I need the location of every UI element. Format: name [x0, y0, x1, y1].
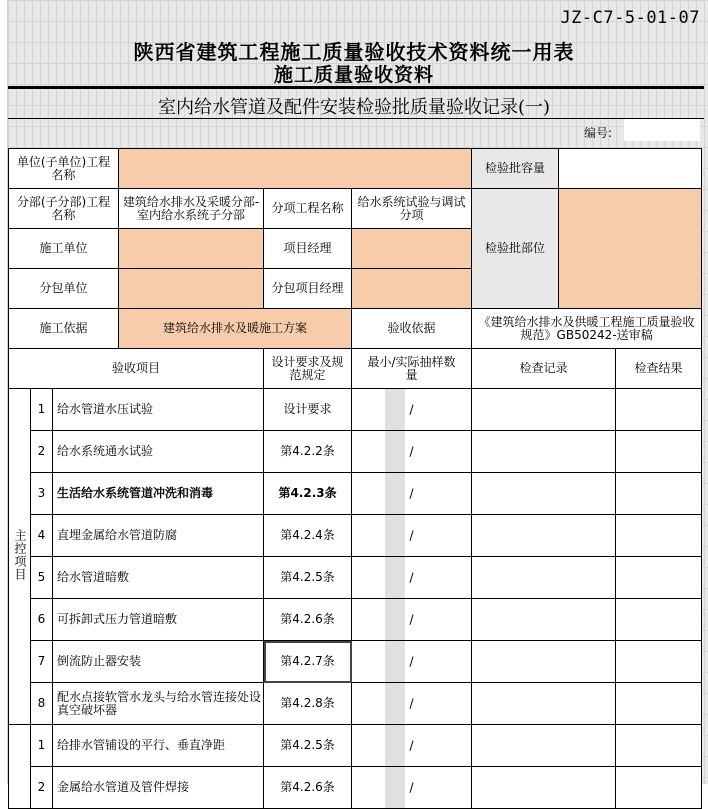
item-record-cell[interactable] — [472, 725, 616, 767]
item-sample-cell[interactable] — [352, 473, 472, 515]
subitem-name-label: 分项工程名称 — [264, 189, 352, 229]
item-result-cell[interactable] — [616, 599, 702, 641]
item-sample: / — [409, 570, 414, 584]
item-sample: / — [409, 738, 414, 752]
table-row — [9, 683, 702, 725]
subcontractor-cell[interactable] — [119, 269, 264, 309]
item-record-cell[interactable] — [472, 641, 616, 683]
item-sample-cell[interactable] — [352, 557, 472, 599]
item-result-cell[interactable] — [616, 389, 702, 431]
item-sample: / — [409, 444, 414, 458]
item-sample: / — [409, 780, 414, 794]
item-record-cell[interactable] — [472, 767, 616, 809]
item-result-cell[interactable] — [616, 725, 702, 767]
item-name: 金属给水管道及管件焊接 — [53, 767, 264, 809]
item-number: 5 — [31, 557, 53, 599]
number-label: 编号: — [584, 126, 613, 140]
item-record-cell[interactable] — [472, 431, 616, 473]
sub-project-manager-cell[interactable] — [352, 269, 472, 309]
title-rule — [8, 86, 704, 89]
col-header-design: 设计要求及规范规定 — [264, 349, 352, 389]
form-code: JZ-C7-5-01-07 — [560, 8, 700, 28]
table-row — [9, 725, 702, 767]
item-sample-cell[interactable] — [352, 767, 472, 809]
item-spec: 第4.2.6条 — [264, 767, 352, 809]
item-number: 3 — [31, 473, 53, 515]
batch-capacity-label: 检验批容量 — [472, 149, 559, 189]
subitem-name-cell[interactable]: 给水系统试验与调试分项 — [352, 189, 472, 229]
item-sample-cell[interactable] — [352, 725, 472, 767]
item-number: 4 — [31, 515, 53, 557]
item-sample: / — [409, 528, 414, 542]
item-record-cell[interactable] — [472, 515, 616, 557]
item-number: 2 — [31, 431, 53, 473]
item-sample-cell[interactable] — [352, 683, 472, 725]
table-row — [9, 641, 702, 683]
item-record-cell[interactable] — [472, 599, 616, 641]
item-record-cell[interactable] — [472, 683, 616, 725]
item-record-cell[interactable] — [472, 557, 616, 599]
item-name: 给水管道水压试验 — [53, 389, 264, 431]
table-row — [9, 473, 702, 515]
subcontractor-label: 分包单位 — [9, 269, 119, 309]
item-number: 8 — [31, 683, 53, 725]
construction-basis-label: 施工依据 — [9, 309, 119, 349]
item-sample: / — [409, 402, 414, 416]
item-spec: 第4.2.2条 — [264, 431, 352, 473]
item-spec: 第4.2.6条 — [264, 599, 352, 641]
item-spec: 第4.2.3条 — [264, 473, 352, 515]
item-spec: 第4.2.4条 — [264, 515, 352, 557]
col-header-record: 检查记录 — [472, 349, 616, 389]
item-number: 7 — [31, 641, 53, 683]
item-spec: 设计要求 — [264, 389, 352, 431]
project-manager-cell[interactable] — [352, 229, 472, 269]
item-spec[interactable]: 第4.2.7条 — [264, 641, 352, 683]
table-row — [9, 557, 702, 599]
item-result-cell[interactable] — [616, 557, 702, 599]
col-header-sample: 最小/实际抽样数量 — [352, 349, 472, 389]
col-header-item: 验收项目 — [9, 349, 264, 389]
item-sample: / — [409, 612, 414, 626]
form-subtitle: 施工质量验收资料 — [273, 64, 434, 86]
item-number: 1 — [31, 389, 53, 431]
item-sample: / — [409, 654, 414, 668]
item-result-cell[interactable] — [616, 431, 702, 473]
col-header-result: 检查结果 — [616, 349, 702, 389]
batch-capacity-cell[interactable] — [559, 149, 702, 189]
item-name: 给水系统通水试验 — [53, 431, 264, 473]
item-number: 6 — [31, 599, 53, 641]
batch-location-cell[interactable] — [559, 189, 702, 309]
item-name: 生活给水系统管道冲洗和消毒 — [53, 473, 264, 515]
item-number: 2 — [31, 767, 53, 809]
construction-basis-cell[interactable]: 建筑给水排水及暖施工方案 — [119, 309, 352, 349]
item-sample-cell[interactable] — [352, 515, 472, 557]
table-row — [9, 599, 702, 641]
contractor-label: 施工单位 — [9, 229, 119, 269]
item-result-cell[interactable] — [616, 683, 702, 725]
acceptance-basis-label: 验收依据 — [352, 309, 472, 349]
main-control-group-label: 主控项目 — [13, 529, 27, 581]
item-sample: / — [409, 486, 414, 500]
item-spec: 第4.2.8条 — [264, 683, 352, 725]
item-record-cell[interactable] — [472, 389, 616, 431]
item-result-cell[interactable] — [616, 515, 702, 557]
contractor-cell[interactable] — [119, 229, 264, 269]
general-group-cell — [9, 725, 31, 809]
item-sample-cell[interactable] — [352, 431, 472, 473]
item-spec: 第4.2.5条 — [264, 725, 352, 767]
item-sample: / — [409, 696, 414, 710]
sub-project-manager-label: 分包项目经理 — [264, 269, 352, 309]
item-name: 给水管道暗敷 — [53, 557, 264, 599]
item-result-cell[interactable] — [616, 473, 702, 515]
item-sample-cell[interactable] — [352, 389, 472, 431]
form-title: 陕西省建筑工程施工质量验收技术资料统一用表 — [133, 40, 575, 64]
item-name: 直埋金属给水管道防腐 — [53, 515, 264, 557]
table-row — [9, 389, 702, 431]
item-name: 可拆卸式压力管道暗敷 — [53, 599, 264, 641]
table-row — [9, 431, 702, 473]
acceptance-basis-cell[interactable]: 《建筑给水排水及供暖工程施工质量验收规范》GB50242-送审稿 — [472, 309, 702, 349]
number-cell[interactable] — [624, 119, 700, 141]
item-result-cell[interactable] — [616, 641, 702, 683]
record-title: 室内给水管道及配件安装检验批质量验收记录(一) — [157, 97, 551, 118]
item-name: 配水点接软管水龙头与给水管连接处设真空破坏器 — [53, 683, 264, 725]
unit-name-cell[interactable] — [119, 149, 472, 189]
division-name-label: 分部(子分部)工程名称 — [9, 189, 119, 229]
item-sample-cell[interactable] — [352, 599, 472, 641]
item-record-cell[interactable] — [472, 473, 616, 515]
item-name: 倒流防止器安装 — [53, 641, 264, 683]
table-row — [9, 515, 702, 557]
subtitle-rule — [8, 118, 704, 119]
project-manager-label: 项目经理 — [264, 229, 352, 269]
batch-location-label: 检验批部位 — [472, 189, 559, 309]
unit-name-label: 单位(子单位)工程名称 — [9, 149, 119, 189]
item-number: 1 — [31, 725, 53, 767]
item-result-cell[interactable] — [616, 767, 702, 809]
item-name: 给排水管铺设的平行、垂直净距 — [53, 725, 264, 767]
inspection-form-table — [8, 148, 702, 809]
division-name-cell[interactable]: 建筑给水排水及采暖分部-室内给水系统子分部 — [119, 189, 264, 229]
table-row — [9, 767, 702, 809]
item-sample-cell[interactable] — [352, 641, 472, 683]
item-spec: 第4.2.5条 — [264, 557, 352, 599]
